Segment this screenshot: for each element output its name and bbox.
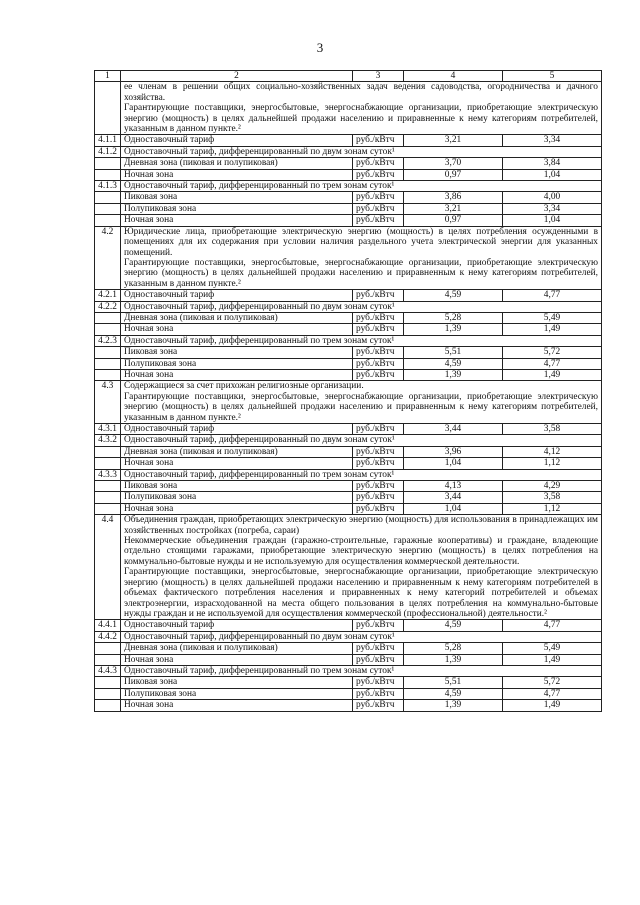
table-row: [95, 203, 602, 214]
value-period-1: 3,44: [404, 492, 503, 503]
description-paragraph: Юридические лица, приобретающие электрическую энергию (мощность) в целях потребления осужденными в помещениях для их содержания при условии наличия раздельного учета электрической энергии для указанных помещений.: [124, 226, 598, 258]
header-cell: 1: [95, 71, 121, 82]
unit-cell: руб./кВтч: [353, 446, 404, 457]
subheading-row: [95, 301, 602, 312]
tariff-label: Ночная зона: [121, 215, 353, 226]
item-number: [95, 215, 121, 226]
unit-cell: руб./кВтч: [353, 215, 404, 226]
tariff-label: Полупиковая зона: [121, 358, 353, 369]
table-header-row: [95, 71, 602, 82]
item-number: 4.2.1: [95, 290, 121, 301]
unit-cell: руб./кВтч: [353, 643, 404, 654]
item-number: 4.3.3: [95, 469, 121, 480]
item-number: [95, 677, 121, 688]
tariff-label: Одноставочный тариф: [121, 135, 353, 146]
header-cell: 3: [353, 71, 404, 82]
value-period-2: 1,49: [503, 369, 602, 380]
value-period-1: 1,04: [404, 503, 503, 514]
table-row: [95, 492, 602, 503]
value-period-1: 3,70: [404, 158, 503, 169]
description-paragraph: Некоммерческие объединения граждан (гаражно-строительные, гаражные кооперативы) и граждане, владеющие отдельно стоящими гаражами, приобретающие электрическую энергию (мощность) в целях потребления на коммунально-бытовые нужды и не используемую для осуществления коммерческой деятельности.: [124, 536, 598, 567]
value-period-1: 3,44: [404, 424, 503, 435]
subheading-row: [95, 631, 602, 642]
value-period-1: 1,04: [404, 458, 503, 469]
item-number: [95, 203, 121, 214]
unit-cell: руб./кВтч: [353, 700, 404, 711]
value-period-1: 4,59: [404, 620, 503, 631]
tariff-subheading: Одноставочный тариф, дифференцированный по двум зонам суток¹: [121, 435, 602, 446]
section-row: [95, 82, 602, 135]
section-row: [95, 381, 602, 424]
item-number: [95, 503, 121, 514]
table-row: [95, 620, 602, 631]
unit-cell: руб./кВтч: [353, 358, 404, 369]
unit-cell: руб./кВтч: [353, 324, 404, 335]
section-description: [121, 82, 602, 135]
item-number: 4.3.1: [95, 424, 121, 435]
item-number: 4.4.3: [95, 665, 121, 676]
unit-cell: руб./кВтч: [353, 677, 404, 688]
value-period-2: 4,12: [503, 446, 602, 457]
unit-cell: руб./кВтч: [353, 347, 404, 358]
tariff-label: Ночная зона: [121, 503, 353, 514]
value-period-1: 5,28: [404, 312, 503, 323]
value-period-2: 4,29: [503, 481, 602, 492]
tariff-label: Дневная зона (пиковая и полупиковая): [121, 643, 353, 654]
item-number: [95, 192, 121, 203]
unit-cell: руб./кВтч: [353, 158, 404, 169]
subheading-row: [95, 335, 602, 346]
table-row: [95, 215, 602, 226]
tariff-subheading: Одноставочный тариф, дифференцированный по двум зонам суток¹: [121, 301, 602, 312]
item-number: [95, 446, 121, 457]
tariff-subheading: Одноставочный тариф, дифференцированный по двум зонам суток¹: [121, 631, 602, 642]
item-number: [95, 481, 121, 492]
unit-cell: руб./кВтч: [353, 369, 404, 380]
tariff-label: Пиковая зона: [121, 192, 353, 203]
page-number: 3: [316, 40, 324, 55]
tariff-label: Ночная зона: [121, 369, 353, 380]
item-number: [95, 688, 121, 699]
item-number: [95, 369, 121, 380]
item-number: 4.4.1: [95, 620, 121, 631]
value-period-1: 4,59: [404, 358, 503, 369]
description-paragraph: Объединения граждан, приобретающих электрическую энергию (мощность) для использования в принадлежащих им хозяйственных постройках (погреба, сараи): [124, 515, 598, 536]
table-row: [95, 677, 602, 688]
section-row: [95, 515, 602, 620]
unit-cell: руб./кВтч: [353, 290, 404, 301]
unit-cell: руб./кВтч: [353, 481, 404, 492]
unit-cell: руб./кВтч: [353, 688, 404, 699]
table-row: [95, 503, 602, 514]
header-cell: 4: [404, 71, 503, 82]
subheading-row: [95, 665, 602, 676]
item-number: [95, 458, 121, 469]
value-period-1: 3,21: [404, 135, 503, 146]
value-period-2: 5,49: [503, 643, 602, 654]
subheading-row: [95, 146, 602, 157]
tariff-label: Полупиковая зона: [121, 492, 353, 503]
table-row: [95, 369, 602, 380]
unit-cell: руб./кВтч: [353, 192, 404, 203]
item-number: [95, 82, 121, 135]
tariff-label: Ночная зона: [121, 324, 353, 335]
unit-cell: руб./кВтч: [353, 620, 404, 631]
value-period-1: 5,28: [404, 643, 503, 654]
value-period-2: 3,58: [503, 492, 602, 503]
table-row: [95, 358, 602, 369]
value-period-2: 4,77: [503, 688, 602, 699]
table-row: [95, 192, 602, 203]
value-period-1: 4,13: [404, 481, 503, 492]
item-number: [95, 654, 121, 665]
value-period-2: 4,77: [503, 620, 602, 631]
value-period-1: 5,51: [404, 347, 503, 358]
tariff-label: Одноставочный тариф: [121, 290, 353, 301]
table-row: [95, 347, 602, 358]
item-number: [95, 492, 121, 503]
item-number: 4.2.2: [95, 301, 121, 312]
unit-cell: руб./кВтч: [353, 458, 404, 469]
item-number: 4.4: [95, 515, 121, 620]
value-period-2: 1,49: [503, 654, 602, 665]
tariff-label: Ночная зона: [121, 458, 353, 469]
table-row: [95, 424, 602, 435]
item-number: 4.2: [95, 226, 121, 289]
item-number: [95, 169, 121, 180]
value-period-2: 3,58: [503, 424, 602, 435]
item-number: [95, 700, 121, 711]
item-number: 4.4.2: [95, 631, 121, 642]
description-paragraph: Гарантирующие поставщики, энергосбытовые, энергоснабжающие организации, приобретающие электрическую энергию (мощность) в целях дальнейшей продажи населению и приравненные к нему категориям потребителей, указанным в данном пункте.²: [124, 103, 598, 135]
value-period-2: 1,12: [503, 458, 602, 469]
value-period-2: 1,49: [503, 700, 602, 711]
value-period-2: 1,04: [503, 215, 602, 226]
section-description: [121, 381, 602, 424]
description-paragraph: Содержащиеся за счет прихожан религиозные организации.: [124, 381, 364, 392]
table-row: [95, 290, 602, 301]
item-number: [95, 358, 121, 369]
item-number: 4.3: [95, 381, 121, 424]
value-period-1: 0,97: [404, 169, 503, 180]
tariff-label: Полупиковая зона: [121, 203, 353, 214]
tariff-label: Ночная зона: [121, 700, 353, 711]
section-row: [95, 226, 602, 289]
tariff-subheading: Одноставочный тариф, дифференцированный по трем зонам суток¹: [121, 181, 602, 192]
subheading-row: [95, 435, 602, 446]
value-period-1: 1,39: [404, 369, 503, 380]
item-number: [95, 312, 121, 323]
table-row: [95, 688, 602, 699]
value-period-1: 3,86: [404, 192, 503, 203]
item-number: [95, 643, 121, 654]
value-period-2: 3,34: [503, 203, 602, 214]
unit-cell: руб./кВтч: [353, 503, 404, 514]
header-cell: 5: [503, 71, 602, 82]
tariff-label: Ночная зона: [121, 169, 353, 180]
table-row: [95, 158, 602, 169]
table-row: [95, 324, 602, 335]
table-row: [95, 446, 602, 457]
tariff-label: Дневная зона (пиковая и полупиковая): [121, 446, 353, 457]
table-row: [95, 458, 602, 469]
tariff-table: [94, 70, 602, 712]
item-number: [95, 324, 121, 335]
value-period-1: 1,39: [404, 324, 503, 335]
item-number: 4.2.3: [95, 335, 121, 346]
value-period-1: 0,97: [404, 215, 503, 226]
table-row: [95, 135, 602, 146]
unit-cell: руб./кВтч: [353, 135, 404, 146]
value-period-2: 5,72: [503, 347, 602, 358]
value-period-2: 5,49: [503, 312, 602, 323]
item-number: 4.1.1: [95, 135, 121, 146]
value-period-1: 3,21: [404, 203, 503, 214]
description-paragraph: Гарантирующие поставщики, энергосбытовые, энергоснабжающие организации, приобретающие электрическую энергию (мощность) в целях дальнейшей продажи населению и приравненным к нему категориям потребителей, указанным в данном пункте.²: [124, 257, 598, 289]
tariff-label: Пиковая зона: [121, 347, 353, 358]
unit-cell: руб./кВтч: [353, 203, 404, 214]
tariff-label: Одноставочный тариф: [121, 424, 353, 435]
item-number: [95, 347, 121, 358]
table-row: [95, 643, 602, 654]
tariff-subheading: Одноставочный тариф, дифференцированный по трем зонам суток¹: [121, 335, 602, 346]
value-period-2: 5,72: [503, 677, 602, 688]
tariff-table-body: [95, 71, 602, 712]
value-period-2: 4,77: [503, 290, 602, 301]
item-number: 4.3.2: [95, 435, 121, 446]
tariff-subheading: Одноставочный тариф, дифференцированный по трем зонам суток¹: [121, 665, 602, 676]
tariff-label: Пиковая зона: [121, 481, 353, 492]
table-row: [95, 169, 602, 180]
section-description: [121, 515, 602, 620]
unit-cell: руб./кВтч: [353, 492, 404, 503]
value-period-2: 4,00: [503, 192, 602, 203]
unit-cell: руб./кВтч: [353, 654, 404, 665]
description-paragraph: Гарантирующие поставщики, энергосбытовые, энергоснабжающие организации, приобретающие электрическую энергию (мощность) в целях дальнейшей продажи населению и приравненным к нему категориям потребителей, указанным в данном пункте.²: [124, 391, 598, 423]
value-period-1: 1,39: [404, 654, 503, 665]
tariff-label: Ночная зона: [121, 654, 353, 665]
value-period-1: 3,96: [404, 446, 503, 457]
description-paragraph: ее членам в решении общих социально-хозяйственных задач ведения садоводства, огородничества и дачного хозяйства.: [124, 82, 598, 103]
tariff-label: Пиковая зона: [121, 677, 353, 688]
value-period-2: 4,77: [503, 358, 602, 369]
value-period-2: 1,12: [503, 503, 602, 514]
value-period-1: 5,51: [404, 677, 503, 688]
value-period-1: 4,59: [404, 688, 503, 699]
value-period-2: 3,34: [503, 135, 602, 146]
tariff-subheading: Одноставочный тариф, дифференцированный по двум зонам суток¹: [121, 146, 602, 157]
table-row: [95, 700, 602, 711]
table-row: [95, 481, 602, 492]
item-number: 4.1.2: [95, 146, 121, 157]
value-period-1: 4,59: [404, 290, 503, 301]
item-number: [95, 158, 121, 169]
item-number: 4.1.3: [95, 181, 121, 192]
value-period-2: 1,49: [503, 324, 602, 335]
tariff-label: Дневная зона (пиковая и полупиковая): [121, 158, 353, 169]
subheading-row: [95, 181, 602, 192]
value-period-2: 3,84: [503, 158, 602, 169]
value-period-2: 1,04: [503, 169, 602, 180]
unit-cell: руб./кВтч: [353, 424, 404, 435]
subheading-row: [95, 469, 602, 480]
value-period-1: 1,39: [404, 700, 503, 711]
unit-cell: руб./кВтч: [353, 169, 404, 180]
tariff-label: Дневная зона (пиковая и полупиковая): [121, 312, 353, 323]
table-row: [95, 312, 602, 323]
unit-cell: руб./кВтч: [353, 312, 404, 323]
section-description: [121, 226, 602, 289]
header-cell: 2: [121, 71, 353, 82]
table-row: [95, 654, 602, 665]
tariff-subheading: Одноставочный тариф, дифференцированный по трем зонам суток¹: [121, 469, 602, 480]
tariff-label: Одноставочный тариф: [121, 620, 353, 631]
description-paragraph: Гарантирующие поставщики, энергосбытовые, энергоснабжающие организации, приобретающие электрическую энергию (мощность) в целях дальнейшей продажи населению и приравненным к нему категориям потребителей в объемах фактического потребления населения и приравненных к нему категорий потребителей и объемах электроэнергии, израсходованной на места общего пользования в целях потребления на коммунально-бытовые нужды граждан и не используемой для осуществления коммерческой (профессиональной) деятельности.²: [124, 567, 598, 619]
tariff-label: Полупиковая зона: [121, 688, 353, 699]
